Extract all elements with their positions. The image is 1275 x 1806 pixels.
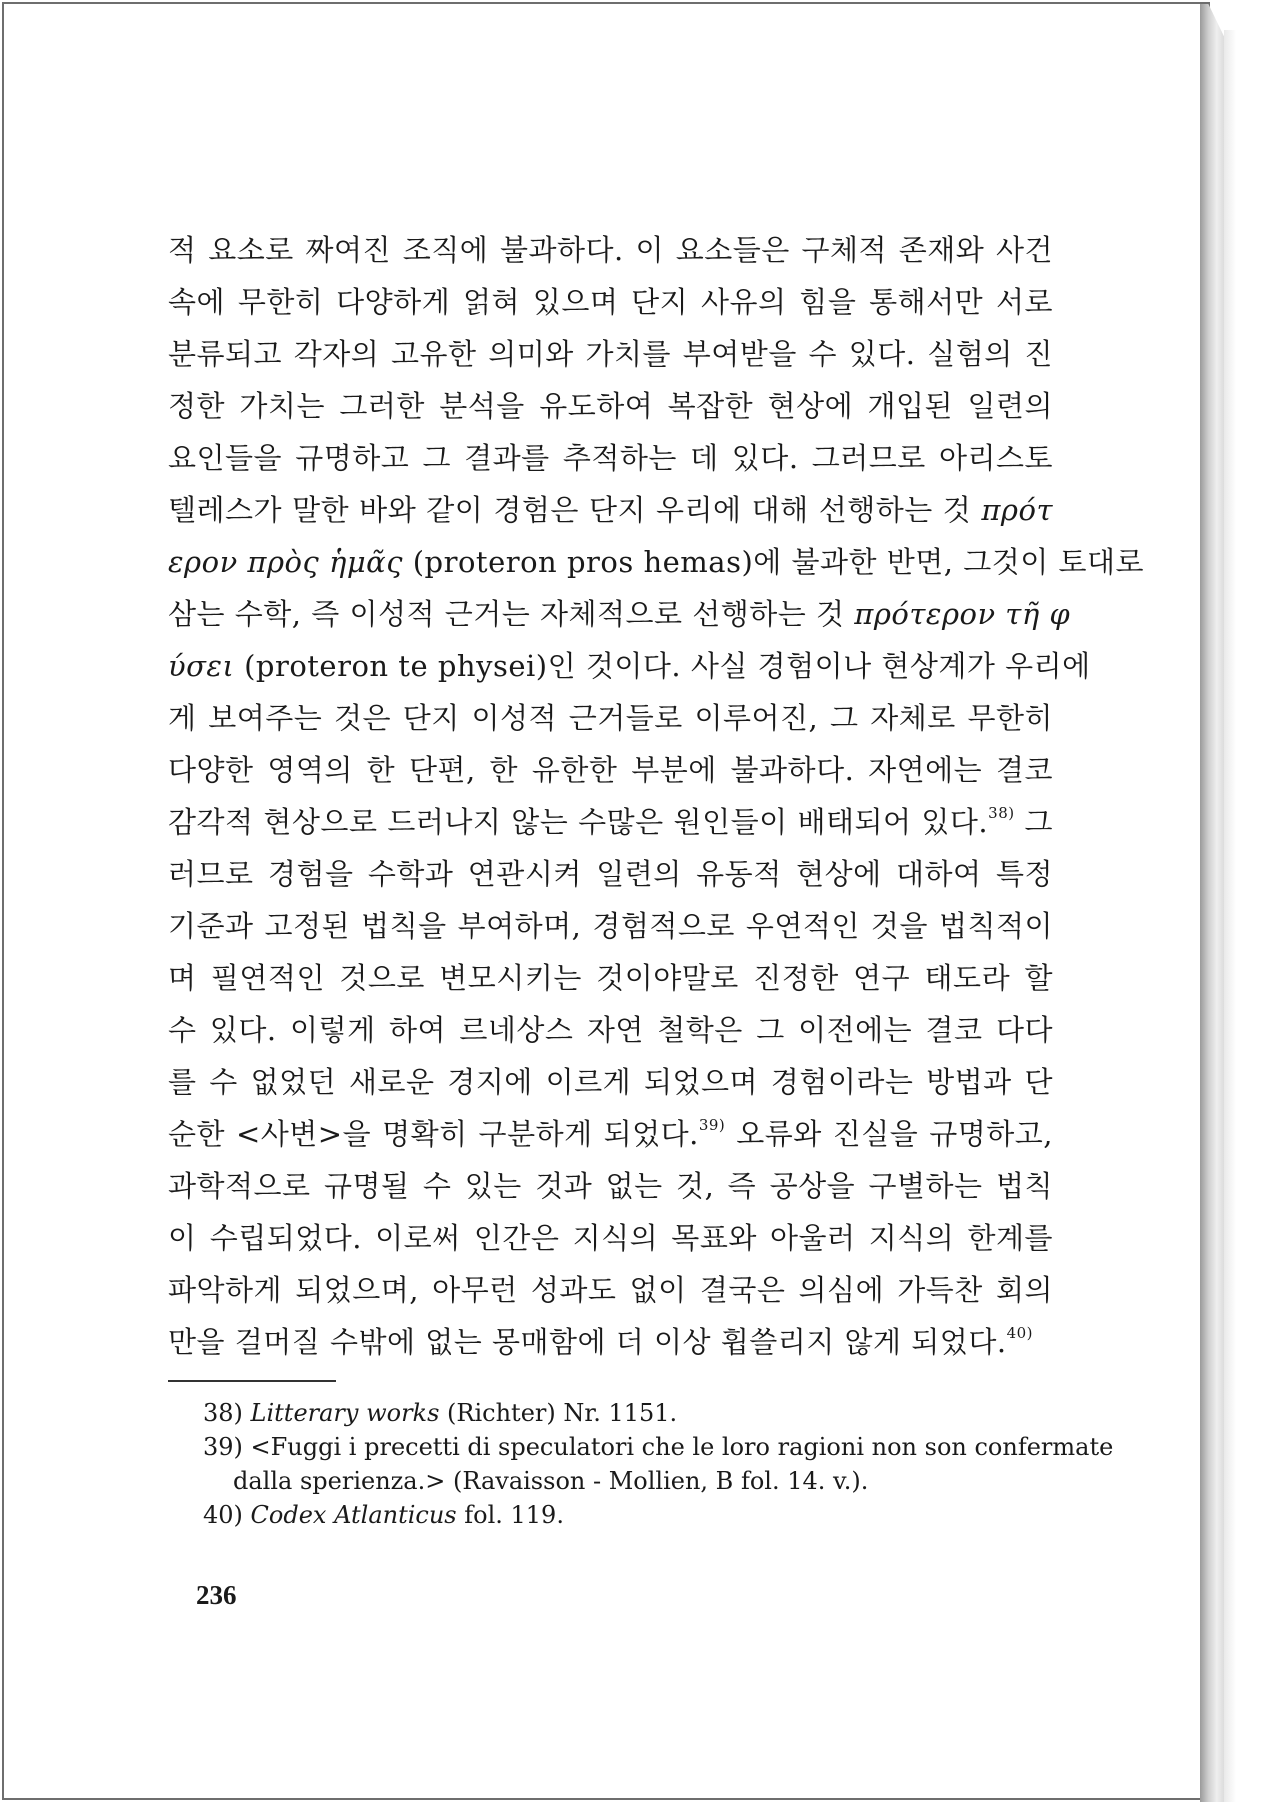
body-line	[168, 1108, 1053, 1160]
page-edge-shadow	[1224, 30, 1236, 1802]
body-line-text: 오류와 진실을 규명하고,	[725, 1117, 1053, 1151]
body-line-text: 순한 <사변>을 명확히 구분하게 되었다.	[168, 1117, 699, 1151]
body-line: 기준과 고정된 법칙을 부여하며, 경험적으로 우연적인 것을 법칙적이	[168, 909, 1053, 943]
body-line: 과학적으로 규명될 수 있는 것과 없는 것, 즉 공상을 구별하는 법칙	[168, 1169, 1053, 1203]
body-line: 정한 가치는 그러한 분석을 유도하여 복잡한 현상에 개입된 일련의	[168, 389, 1053, 423]
greek-term: ύσει	[168, 649, 235, 683]
footnote-line	[203, 1464, 1053, 1498]
footnote-38	[203, 1396, 1053, 1430]
body-line: 러므로 경험을 수학과 연관시켜 일련의 유동적 현상에 대하여 특정	[168, 857, 1053, 891]
body-line	[168, 536, 1145, 588]
page-edge	[1200, 4, 1224, 1802]
page-number: 236	[196, 1580, 237, 1610]
body-line: 적 요소로 짜여진 조직에 불과하다. 이 요소들은 구체적 존재와 사건	[168, 233, 1053, 267]
footnote-divider	[168, 1380, 336, 1382]
footnote-number: 38)	[203, 1399, 243, 1427]
footnote-ref-38[interactable]: 38)	[988, 804, 1015, 822]
footnotes	[203, 1396, 1114, 1532]
body-line-text: 텔레스가 말한 바와 같이 경험은 단지 우리에 대해 선행하는 것	[168, 493, 982, 527]
footnote-title: Codex Atlanticus	[250, 1501, 457, 1529]
footnote-title: Litterary works	[250, 1399, 440, 1427]
body-line-text: (proteron pros hemas)에 불과한 반면, 그것이 토대로	[403, 545, 1145, 579]
footnote-40	[203, 1498, 1053, 1532]
body-line: 파악하게 되었으며, 아무런 성과도 없이 결국은 의심에 가득찬 회의	[168, 1273, 1053, 1307]
body-line	[168, 1316, 1053, 1368]
body-line-text: 감각적 현상으로 드러나지 않는 수많은 원인들이 배태되어 있다.	[168, 805, 989, 839]
greek-term: ερον πρὸς ἡμᾶς	[168, 545, 403, 579]
body-line: 다양한 영역의 한 단편, 한 유한한 부분에 불과하다. 자연에는 결코	[168, 753, 1053, 787]
footnote-text: fol. 119.	[456, 1501, 564, 1529]
body-line: 수 있다. 이렇게 하여 르네상스 자연 철학은 그 이전에는 결코 다다	[168, 1013, 1053, 1047]
body-text	[168, 224, 1145, 1368]
body-line	[168, 484, 1053, 536]
body-line: 이 수립되었다. 이로써 인간은 지식의 목표와 아울러 지식의 한계를	[168, 1221, 1053, 1255]
footnote-39	[203, 1430, 1114, 1498]
body-line: 를 수 없었던 새로운 경지에 이르게 되었으며 경험이라는 방법과 단	[168, 1065, 1053, 1099]
body-line: 게 보여주는 것은 단지 이성적 근거들로 이루어진, 그 자체로 무한히	[168, 701, 1053, 735]
body-line	[168, 588, 1071, 640]
body-line-text: 그	[1014, 805, 1053, 839]
greek-term: πρότ	[981, 493, 1053, 527]
body-line	[168, 640, 1091, 692]
body-line: 분류되고 각자의 고유한 의미와 가치를 부여받을 수 있다. 실험의 진	[168, 337, 1053, 371]
body-line: 요인들을 규명하고 그 결과를 추적하는 데 있다. 그러므로 아리스토	[168, 441, 1053, 475]
greek-term: πρότερον τῆ φ	[854, 597, 1071, 631]
footnote-text: (Richter) Nr. 1151.	[439, 1399, 678, 1427]
body-line: 속에 무한히 다양하게 얽혀 있으며 단지 사유의 힘을 통해서만 서로	[168, 285, 1053, 319]
footnote-text: <Fuggi i precetti di speculatori che le loro ragioni non son confermate	[250, 1433, 1114, 1461]
footnote-number: 39)	[203, 1433, 243, 1461]
footnote-ref-39[interactable]: 39)	[698, 1116, 726, 1134]
footnote-text: dalla sperienza.> (Ravaisson - Mollien, B fol. 14. v.).	[233, 1467, 869, 1495]
body-line-text: 삼는 수학, 즉 이성적 근거는 자체적으로 선행하는 것	[168, 597, 855, 631]
body-line: 며 필연적인 것으로 변모시키는 것이야말로 진정한 연구 태도라 할	[168, 961, 1053, 995]
footnote-line	[203, 1498, 1053, 1532]
footnote-line	[203, 1430, 1114, 1464]
body-line-text: 만을 걸머질 수밖에 없는 몽매함에 더 이상 휩쓸리지 않게 되었다.	[168, 1325, 1007, 1359]
footnote-number: 40)	[203, 1501, 243, 1529]
body-line-text: (proteron te physei)인 것이다. 사실 경험이나 현상계가 우리에	[234, 649, 1091, 683]
footnote-line	[203, 1396, 1053, 1430]
body-line	[168, 796, 1053, 848]
footnote-ref-40[interactable]: 40)	[1006, 1324, 1034, 1342]
